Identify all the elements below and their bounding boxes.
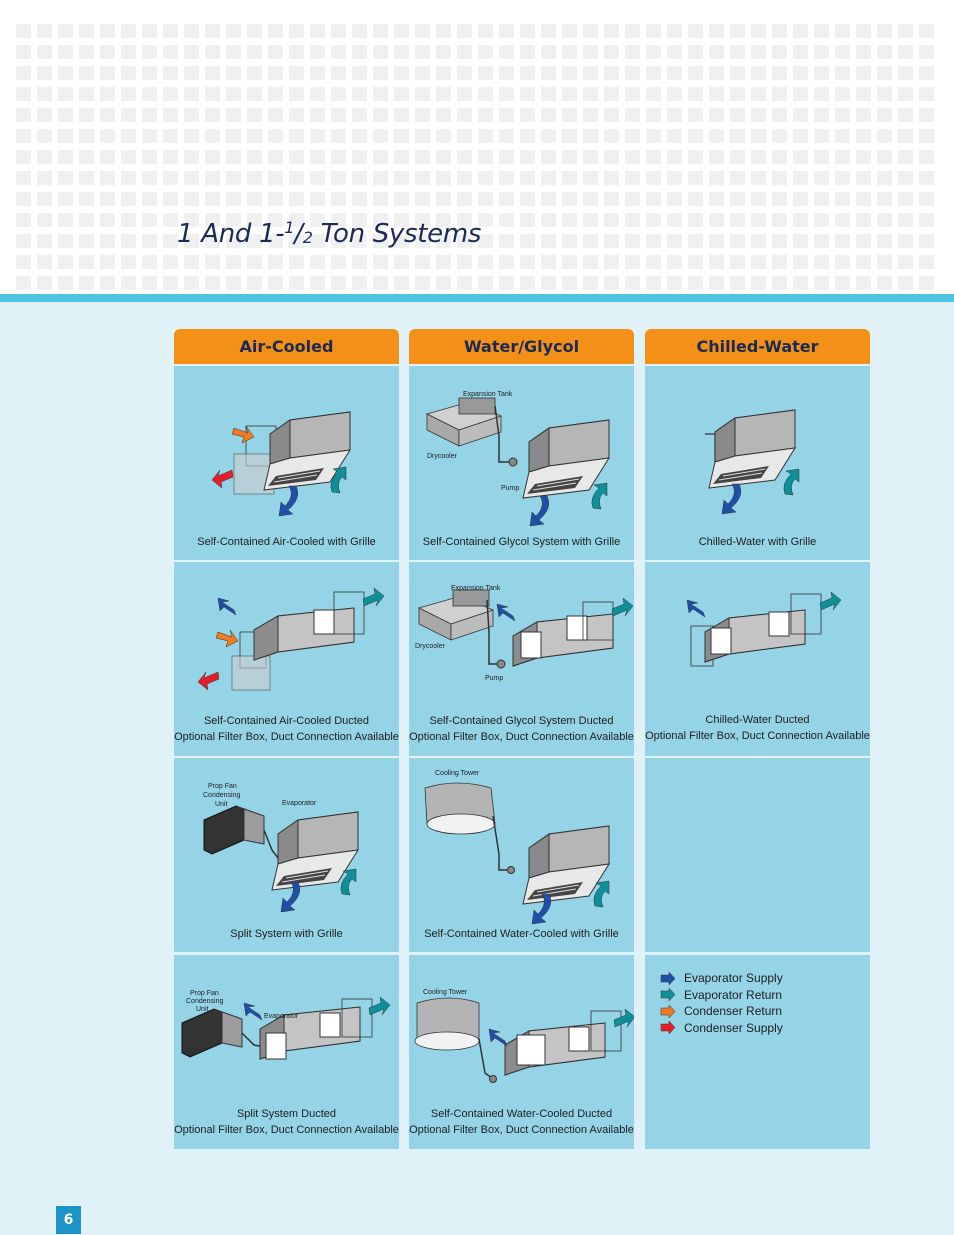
- cell-glycol-grille: [409, 366, 634, 560]
- legend-item-evaporator-return: [660, 987, 783, 1004]
- arrow-icon: [660, 1021, 676, 1034]
- label-expansion-tank: Expansion Tank: [451, 585, 501, 592]
- water-cooled-grille-illustration: [409, 758, 634, 952]
- cell-water-cooled-ducted: [409, 955, 634, 1149]
- column-header-water-glycol: Water/Glycol: [409, 329, 634, 364]
- caption-line-2: Optional Filter Box, Duct Connection Available: [645, 730, 870, 742]
- cell-chilled-ducted: [645, 562, 870, 756]
- caption-line-2: Optional Filter Box, Duct Connection Available: [409, 1124, 634, 1136]
- legend-label: Condenser Return: [684, 1004, 783, 1019]
- legend: [660, 970, 783, 1036]
- page-number: 6: [56, 1206, 81, 1234]
- cell-air-cooled-grille: [174, 366, 399, 560]
- caption-line-1: Self-Contained Air-Cooled Ducted: [203, 715, 370, 727]
- caption-line-1: Self-Contained Water-Cooled Ducted: [430, 1108, 613, 1120]
- legend-label: Condenser Supply: [684, 1020, 783, 1035]
- chilled-grille-illustration: [645, 366, 870, 560]
- label-pump: Pump: [501, 485, 520, 492]
- page-title: 1 And $1-^1/_2$ Ton Systems: [177, 218, 482, 249]
- cell-split-grille: [174, 758, 399, 952]
- label-evaporator: Evaporator: [282, 800, 317, 807]
- label-cooling-tower: Cooling Tower: [423, 989, 468, 996]
- cell-empty: [645, 758, 870, 952]
- caption-line-1: Chilled-Water Ducted: [705, 714, 810, 726]
- cell-air-cooled-ducted: [174, 562, 399, 756]
- legend-label: Evaporator Return: [684, 987, 783, 1002]
- label-expansion-tank: Expansion Tank: [463, 391, 513, 398]
- cell-glycol-ducted: [409, 562, 634, 756]
- label-unit: Unit: [196, 1006, 209, 1013]
- arrow-icon: [660, 1005, 676, 1018]
- caption: Self-Contained Glycol System with Grille: [422, 536, 621, 548]
- label-condensing: Condensing: [186, 998, 224, 1005]
- caption: Split System with Grille: [230, 928, 343, 940]
- caption-line-2: Optional Filter Box, Duct Connection Available: [409, 731, 634, 743]
- legend-label: Evaporator Supply: [684, 971, 783, 986]
- cell-chilled-grille: [645, 366, 870, 560]
- caption-line-2: Optional Filter Box, Duct Connection Available: [174, 1124, 399, 1136]
- caption-line-2: Optional Filter Box, Duct Connection Available: [174, 731, 399, 743]
- page-header: [0, 0, 954, 294]
- caption-line-1: Split System Ducted: [236, 1108, 337, 1120]
- caption-line-1: Self-Contained Glycol System Ducted: [429, 715, 614, 727]
- caption: Self-Contained Air-Cooled with Grille: [197, 536, 376, 548]
- legend-item-evaporator-supply: [660, 970, 783, 987]
- label-drycooler: Drycooler: [427, 453, 457, 460]
- caption: Chilled-Water with Grille: [698, 536, 817, 548]
- label-condensing: Condensing: [203, 792, 241, 799]
- legend-item-condenser-supply: [660, 1020, 783, 1037]
- decorative-dot-pattern: [16, 20, 940, 290]
- legend-item-condenser-return: [660, 1003, 783, 1020]
- label-unit: Unit: [215, 801, 228, 808]
- cell-water-cooled-grille: [409, 758, 634, 952]
- label-drycooler: Drycooler: [415, 643, 445, 650]
- arrow-icon: [660, 972, 676, 985]
- glycol-grille-illustration: [409, 366, 634, 560]
- caption: Self-Contained Water-Cooled with Grille: [424, 928, 619, 940]
- label-prop-fan: Prop Fan: [208, 783, 237, 790]
- header-rule: [0, 294, 954, 302]
- column-header-air-cooled: Air-Cooled: [174, 329, 399, 364]
- label-prop-fan: Prop Fan: [190, 990, 219, 997]
- label-evaporator: Evaporator: [264, 1013, 299, 1020]
- label-pump: Pump: [485, 675, 504, 682]
- air-cooled-grille-illustration: [174, 366, 399, 560]
- cell-split-ducted: [174, 955, 399, 1149]
- split-grille-illustration: [174, 758, 399, 952]
- arrow-icon: [660, 988, 676, 1001]
- label-cooling-tower: Cooling Tower: [435, 770, 480, 777]
- column-header-chilled-water: Chilled-Water: [645, 329, 870, 364]
